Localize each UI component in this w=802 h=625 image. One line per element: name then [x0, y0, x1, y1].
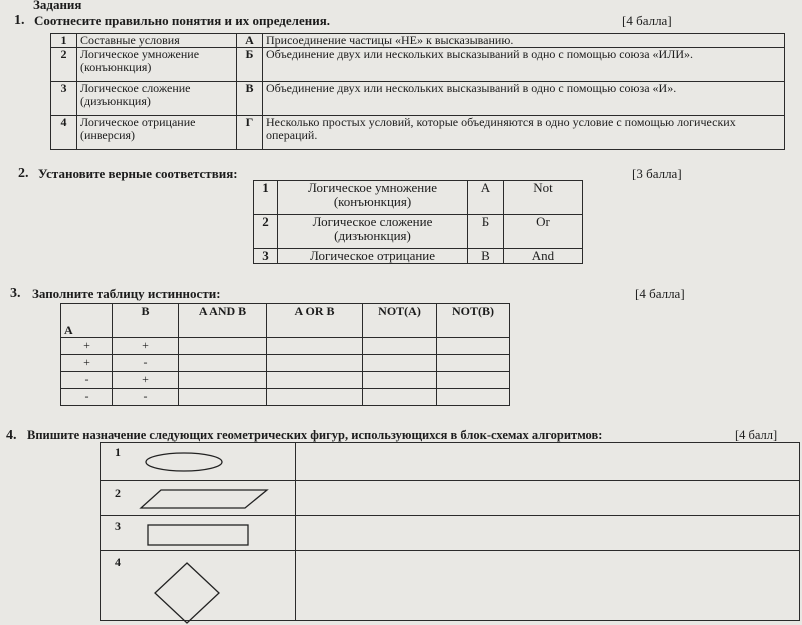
- definition-cell: Объединение двух или нескольких высказываний в одно с помощью союза «ИЛИ».: [263, 48, 785, 82]
- row-number: 3: [115, 519, 121, 533]
- table-row: [61, 355, 510, 372]
- answer-cell[interactable]: [296, 443, 800, 481]
- row-number: 1: [115, 445, 121, 459]
- answer-cell[interactable]: [296, 516, 800, 551]
- answer-cell[interactable]: [363, 355, 437, 372]
- header-not-a: NOT(A): [363, 304, 437, 338]
- operator-cell: Or: [504, 215, 583, 249]
- header-not-b: NOT(B): [437, 304, 510, 338]
- answer-cell[interactable]: [267, 389, 363, 406]
- task1-title: Соотнесите правильно понятия и их определения.: [34, 13, 330, 28]
- task3-number: 3.: [10, 286, 21, 301]
- value-b: -: [113, 389, 179, 406]
- table-row: [254, 249, 583, 264]
- letter-cell: А: [468, 181, 504, 215]
- table-row: [254, 215, 583, 249]
- row-number: 2: [254, 215, 278, 249]
- task1-table: [50, 33, 785, 150]
- page-header: Задания: [33, 0, 82, 12]
- value-a: +: [61, 355, 113, 372]
- task4-points: [4 балл]: [735, 428, 778, 442]
- task1-points: [4 балла]: [622, 13, 672, 28]
- letter-cell: В: [468, 249, 504, 264]
- row-number: 3: [254, 249, 278, 264]
- table-row: [61, 372, 510, 389]
- letter-cell: А: [237, 34, 263, 48]
- shape-cell: [101, 551, 296, 621]
- table-row: [51, 48, 785, 82]
- row-number: 2: [115, 486, 121, 500]
- value-b: +: [113, 372, 179, 389]
- row-number: 2: [51, 48, 77, 82]
- value-b: -: [113, 355, 179, 372]
- table-row: [101, 551, 800, 621]
- table-row: [101, 516, 800, 551]
- answer-cell[interactable]: [267, 355, 363, 372]
- definition-cell: Присоединение частицы «НЕ» к высказыванию.: [263, 34, 785, 48]
- rectangle-icon: [146, 523, 250, 547]
- letter-cell: В: [237, 82, 263, 116]
- header-b: B: [113, 304, 179, 338]
- answer-cell[interactable]: [267, 338, 363, 355]
- table-row: [61, 338, 510, 355]
- table-row: [254, 181, 583, 215]
- header-or: A OR B: [267, 304, 363, 338]
- definition-cell: Несколько простых условий, которые объединяются в одно условие с помощью логических операций.: [263, 116, 785, 150]
- value-a: -: [61, 389, 113, 406]
- value-b: +: [113, 338, 179, 355]
- table-row: [51, 116, 785, 150]
- table-header-row: [61, 304, 510, 338]
- term-cell: Логическое отрицание: [278, 249, 468, 264]
- truth-table: [60, 303, 510, 406]
- task2-table: [253, 180, 583, 264]
- task1-number: 1.: [14, 13, 25, 28]
- operator-cell: And: [504, 249, 583, 264]
- rhombus-icon: [153, 561, 221, 625]
- term-cell: Логическое сложение (дизъюнкция): [278, 215, 468, 249]
- table-row: [51, 82, 785, 116]
- task4-title: Впишите назначение следующих геометрических фигур, использующихся в блок-схемах алгоритмов:: [27, 428, 603, 442]
- answer-cell[interactable]: [179, 355, 267, 372]
- task2-points: [3 балла]: [632, 166, 682, 181]
- letter-cell: Б: [237, 48, 263, 82]
- task4-number: 4.: [6, 428, 17, 443]
- answer-cell[interactable]: [363, 372, 437, 389]
- task2-title: Установите верные соответствия:: [38, 166, 238, 181]
- answer-cell[interactable]: [179, 372, 267, 389]
- concept-cell: Логическое сложение (дизъюнкция): [77, 82, 237, 116]
- term-cell: Логическое умножение (конъюнкция): [278, 181, 468, 215]
- ellipse-icon: [144, 451, 224, 473]
- shape-cell: [101, 516, 296, 551]
- letter-cell: Г: [237, 116, 263, 150]
- header-a: A: [61, 304, 113, 338]
- letter-cell: Б: [468, 215, 504, 249]
- answer-cell[interactable]: [363, 389, 437, 406]
- value-a: -: [61, 372, 113, 389]
- shape-cell: [101, 443, 296, 481]
- row-number: 4: [115, 555, 121, 569]
- concept-cell: Составные условия: [77, 34, 237, 48]
- flowchart-shapes-table: [100, 442, 800, 621]
- answer-cell[interactable]: [179, 338, 267, 355]
- value-a: +: [61, 338, 113, 355]
- answer-cell[interactable]: [296, 481, 800, 516]
- task2-number: 2.: [18, 166, 29, 181]
- row-number: 4: [51, 116, 77, 150]
- answer-cell[interactable]: [437, 389, 510, 406]
- answer-cell[interactable]: [267, 372, 363, 389]
- row-number: 1: [51, 34, 77, 48]
- table-row: [101, 481, 800, 516]
- header-and: A AND B: [179, 304, 267, 338]
- answer-cell[interactable]: [437, 355, 510, 372]
- table-row: [61, 389, 510, 406]
- shape-cell: [101, 481, 296, 516]
- row-number: 3: [51, 82, 77, 116]
- answer-cell[interactable]: [437, 372, 510, 389]
- row-number: 1: [254, 181, 278, 215]
- answer-cell[interactable]: [179, 389, 267, 406]
- table-row: [51, 34, 785, 48]
- table-row: [101, 443, 800, 481]
- answer-cell[interactable]: [437, 338, 510, 355]
- task3-title: Заполните таблицу истинности:: [32, 286, 221, 301]
- definition-cell: Объединение двух или нескольких высказываний в одно с помощью союза «И».: [263, 82, 785, 116]
- concept-cell: Логическое умножение (конъюнкция): [77, 48, 237, 82]
- answer-cell[interactable]: [296, 551, 800, 621]
- parallelogram-icon: [139, 487, 269, 511]
- answer-cell[interactable]: [363, 338, 437, 355]
- task3-points: [4 балла]: [635, 286, 685, 301]
- operator-cell: Not: [504, 181, 583, 215]
- concept-cell: Логическое отрицание (инверсия): [77, 116, 237, 150]
